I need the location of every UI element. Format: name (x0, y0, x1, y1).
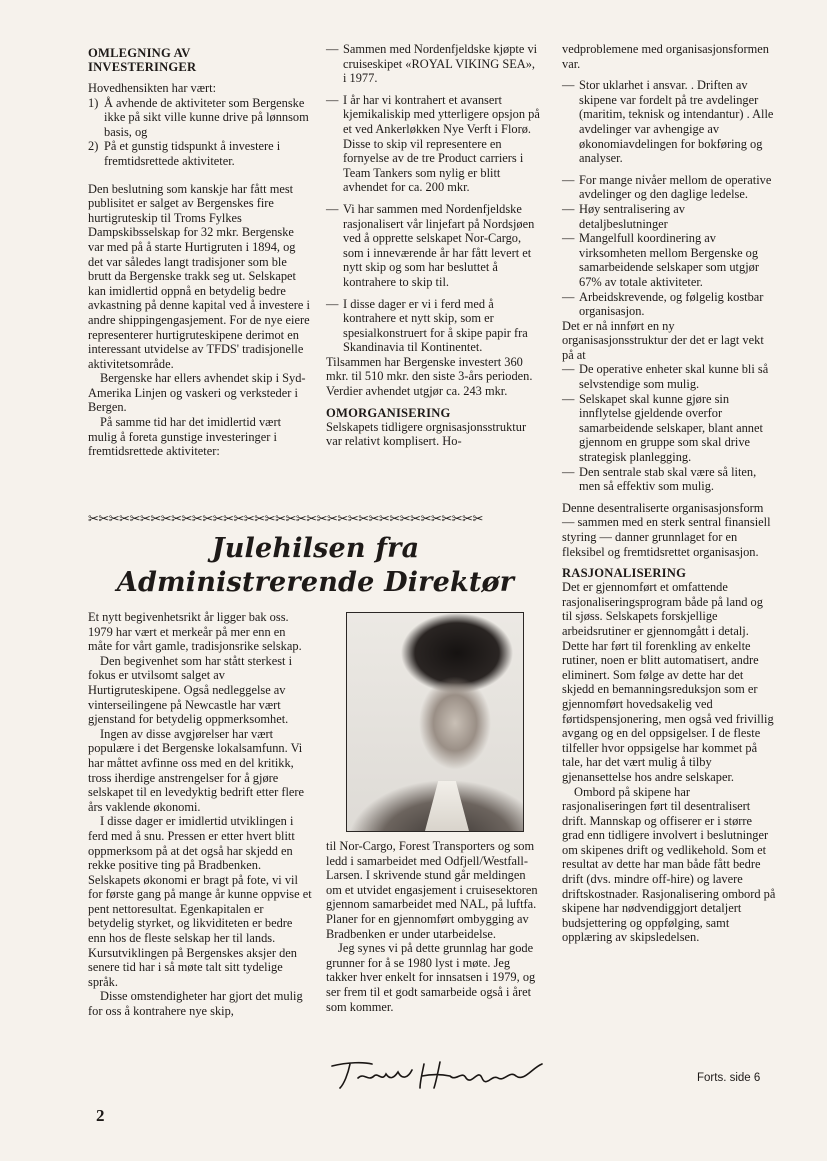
heading-omlegning: OMLEGNING AV (88, 46, 191, 60)
director-portrait-photo (346, 612, 524, 832)
article-title (88, 532, 543, 600)
list-item: — Den sentrale stab skal være så liten, men så effektiv som mulig. (562, 464, 757, 494)
title-line-1: Julehilsen fra (211, 533, 420, 564)
list-item: 2) På et gunstig tidspunkt å investere i fremtidsrettede aktiviteter. (88, 139, 281, 168)
signature-icon (328, 1056, 548, 1092)
paragraph: Tilsammen har Bergenske investert 360 mkr. til 510 mkr. den siste 3-års perioden. Verdier avhendet utgjør ca. 243 mkr. (326, 354, 533, 399)
list-item: — Sammen med Nordenfjeldske kjøpte vi cruiseskipet «ROYAL VIKING SEA», i 1977. (326, 42, 538, 86)
column-2 (326, 42, 540, 449)
page-number: 2 (96, 1106, 105, 1125)
continued-note: Forts. side 6 (697, 1072, 761, 1084)
list-item: — Selskapet skal kunne gjøre sin innflytelse gjeldende overfor samarbeidende selskaper, blant annet gjennom en gruppe som skal drive strategisk planlegging. (562, 391, 763, 465)
paragraph: Det er gjennomført et omfattende rasjonaliseringsprogram både på land og til sjøss. Selskapets forskjellige arbeidsrutiner er gjennomgått i detalj. Dette har ført til forenkling av enkelte rutiner, noen er blitt automatisert, andre eliminert. Som følge av dette har det skjedd en bemanningsreduksjon som er gjennomført hovedsakelig ved førtidspensjonering, men også ved frivillig avgang og en del oppsigelser. I de fleste tilfeller hvor oppsigelse har kommet på tale, har det vært mulig å tilby gjenansettelse hos andre selskaper. (562, 580, 774, 784)
paragraph: Den beslutning som kanskje har fått mest publisitet er salget av Bergenskes fire hurtigruteskip til Troms Fylkes Dampskibsselskap for 32 mkr. Bergenske var med på å starte Hurtigruten i 1894, og det var således langt tradisjoner som ble brutt da Bergenske trakk seg ut. Selskapet kan imidlertid oppnå en betydelig bedre avkastning på denne kapital ved å investere i andre shippingengasjement. For de nye eiere representerer hurtigruteskipene derimot en interessant utvidelse av TFDS' tradisjonelle aktivitetsområde. (88, 181, 310, 371)
heading-investeringer: INVESTERINGER (88, 60, 197, 74)
paragraph: Det er nå innført en ny organisasjonsstruktur der det er lagt vekt på at (562, 318, 764, 362)
paragraph: I disse dager er imidlertid utviklingen i ferd med å snu. Pressen er etter hvert blitt oppmerksom på at det også har skjedd en rekke positive ting på Bradbenken. Selskapets økonomi er bragt på fote, vi vil for første gang på mange år kunne oppvise et pent nettoresultat. Egenkapitalen er betydelig styrket, og likviditeten er bedre enn hos de fleste selskap her til lands. Kursutviklingen på Bergenskes aksjer den senere tid har i så møte talt sitt tydelige språk. (88, 814, 312, 989)
column-5 (326, 839, 540, 1014)
list-item: — Høy sentralisering av detaljbeslutninger (562, 201, 685, 231)
list-item: — For mange nivåer mellom de operative avdelinger og den daglige ledelse. (562, 172, 772, 202)
paragraph: Disse omstendigheter har gjort det mulig for oss å kontrahere nye skip, (88, 989, 303, 1019)
list-item: — I år har vi kontrahert et avansert kjemikaliskip med ytterligere opsjon på et ved Ankerløkken Nye Verft i Florø. Disse to skip vil representere en fornyelse av de tre Product carriers i Team Tankers som nylig er blitt avhendet for ca. 200 mkr. (326, 92, 540, 195)
decorative-separator: ✂✂✂✂✂✂✂✂✂✂✂✂✂✂✂✂✂✂✂✂✂✂✂✂✂✂✂✂✂✂✂✂✂✂✂✂✂✂ (88, 513, 483, 527)
list-item: 1) Å avhende de aktiviteter som Bergenske ikke på sikt ville kunne drive på lønnsom basis, og (88, 95, 309, 139)
paragraph: Selskapets tidligere orgnisasjonsstruktur var relativt komplisert. Ho- (326, 419, 527, 449)
paragraph: Ombord på skipene har rasjonaliseringen ført til desentralisert drift. Mannskap og offiserer er i større grad enn tidligere involvert i beslutninger om skipenes drift og vedlikehold. Som et resultat av dette har man både fått bedre drift (dvs. mindre off-hire) og lavere driftskostnader. Rasjonalisering ombord på skipene har nødvendiggjort detaljert budsjettering og oppfølging, samt opplæring av skipsledelsen. (562, 784, 776, 945)
paragraph: Bergenske har ellers avhendet skip i Syd-Amerika Linjen og vaskeri og verksteder i Bergen. (88, 371, 306, 415)
paragraph: På samme tid har det imidlertid vært mulig å foreta gunstige investeringer i fremtidsrettede aktiviteter: (88, 415, 282, 459)
column-4 (88, 610, 312, 1019)
list-item: — Arbeidskrevende, og følgelig kostbar organisasjon. (562, 289, 764, 319)
column-1 (88, 46, 312, 459)
paragraph: til Nor-Cargo, Forest Transporters og som ledd i samarbeidet med Odfjell/Westfall-Larsen. I skrivende stund går meldingen om et utvidet engasjement i cruisesektoren gjennom samarbeidet med NAL, på luftfa. Planer for en gjennomført ombygging av Bradbenken er under utarbeidelse. (326, 839, 538, 941)
shirt-shape (425, 781, 469, 831)
paragraph: Et nytt begivenhetsrikt år ligger bak oss. 1979 har vært et merkeår på mer enn en måte for vårt gamle, tradisjonsrike selskap. (88, 610, 302, 654)
paragraph: Denne desentraliserte organisasjonsform — sammen med en sterk sentral finansiell styring — danner grunnlaget for en fleksibel og fremtidsrettet organisasjon. (562, 500, 771, 559)
list-item: — Vi har sammen med Nordenfjeldske rasjonalisert vår linjefart på Nordsjøen ved å opprette selskapet Nor-Cargo, som i inneværende år har fått levert et nytt skip og som har besluttet å kontrahere to skip til. (326, 201, 535, 289)
intro-text: Hovedhensikten har vært: (88, 81, 217, 95)
paragraph: Jeg synes vi på dette grunnlag har gode grunner for å se 1980 lyst i møte. Jeg takker hver enkelt for innsatsen i 1979, og ser frem til et godt samarbeide også i året som kommer. (326, 941, 536, 1014)
column-3 (562, 42, 776, 945)
paragraph: Den begivenhet som har stått sterkest i fokus er utvilsomt salget av Hurtigruteskipene. Også nedleggelse av vinterseilingene på Newcastle har vært gjenstand for betydelig oppmerksomhet. (88, 653, 293, 727)
title-line-2: Administrerende Direktør (116, 567, 515, 598)
list-item: — De operative enheter skal kunne bli så selvstendige som mulig. (562, 362, 769, 392)
heading-omorganisering: OMORGANISERING (326, 405, 451, 420)
paragraph: Ingen av disse avgjørelser har vært populære i det Bergenske lokalsamfunn. Vi har måttet avfinne oss med en del kritikk, tross iherdige anstrengelser for å gjøre selskapet til en levedyktig bedrift etter flere års vaklende økonomi. (88, 726, 305, 814)
heading-rasjonalisering: RASJONALISERING (562, 566, 687, 581)
list-item: — Stor uklarhet i ansvar. . Driften av skipene var fordelt på tre avdelinger (maritim, teknisk og intendantur) . Alle avdelinger var avhengige av økonomiavdelingen for bokføring og analyser. (562, 78, 774, 166)
list-item: — I disse dager er vi i ferd med å kontrahere et nytt skip, som er spesialkonstruert for å skipe papir fra Skandinavia til Kontinentet. (326, 296, 528, 355)
list-item: — Mangelfull koordinering av virksomheten mellom Bergenske og samarbeidende selskaper som utgjør 67% av totale aktiviteter. (562, 231, 759, 289)
paragraph: vedproblemene med organisasjonsformen var. (562, 42, 769, 71)
